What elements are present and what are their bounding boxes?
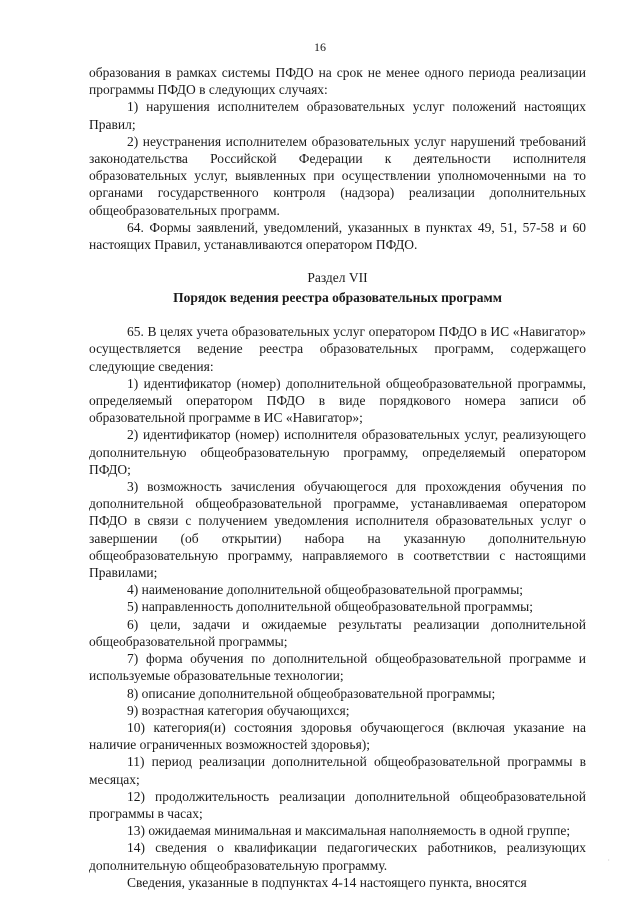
section-title: Порядок ведения реестра образовательных программ	[173, 290, 502, 306]
paragraph: 9) возрастная категория обучающихся;	[127, 702, 350, 718]
paragraph: 65. В целях учета образовательных услуг оператором ПФДО в ИС «Навигатор» осуществляется ведение реестра образовательных программ, содержащего следующие сведения:	[89, 324, 586, 374]
page-number: 16	[314, 40, 326, 54]
paragraph: 10) категория(и) состояния здоровья обучающегося (включая указание на наличие ограниченных возможностей здоровья);	[89, 719, 586, 753]
document-body	[89, 64, 586, 891]
scan-mark: ·	[607, 856, 610, 865]
paragraph: 1) нарушения исполнителем образовательных услуг положений настоящих Правил;	[89, 99, 586, 132]
paragraph: 2) неустранения исполнителем образовательных услуг нарушений требований законодательства Российской Федерации к деятельности исполнителя образовательных услуг, выявленных при осуществлении уполномоченными на то органами государственного контроля (надзора) реализации дополнительных общеобразовательных программ.	[89, 133, 586, 218]
paragraph: 13) ожидаемая минимальная и максимальная наполняемость в одной группе;	[127, 823, 571, 839]
paragraph: образования в рамках системы ПФДО на срок не менее одного периода реализации программы ПФДО в следующих случаях:	[89, 65, 586, 98]
section-heading: Раздел VII	[307, 270, 368, 286]
paragraph: 1) идентификатор (номер) дополнительной общеобразовательной программы, определяемый оператором ПФДО в виде порядкового номера записи об образовательной программе в ИС «Навигатор»;	[89, 375, 586, 426]
intro-block	[89, 64, 586, 253]
paragraph: 7) форма обучения по дополнительной общеобразовательной программе и используемые образовательные технологии;	[89, 651, 586, 684]
paragraph: 12) продолжительность реализации дополнительной общеобразовательной программы в часах;	[89, 788, 586, 821]
paragraph: 64. Формы заявлений, уведомлений, указанных в пунктах 49, 51, 57-58 и 60 настоящих Правил, устанавливаются оператором ПФДО.	[89, 219, 586, 253]
paragraph: Сведения, указанные в подпунктах 4-14 настоящего пункта, вносятся	[127, 874, 527, 890]
paragraph: 3) возможность зачисления обучающегося для прохождения обучения по дополнительной общеобразовательной программе, устанавливаемая оператором ПФДО в связи с получением уведомления исполнителя образовательных услуг о завершении (об открытии) набора на указанную дополнительную общеобразовательную программу, направляемого в соответствии с настоящими Правилами;	[89, 479, 586, 581]
paragraph: 11) период реализации дополнительной общеобразовательной программы в месяцах;	[89, 754, 586, 787]
paragraph: 2) идентификатор (номер) исполнителя образовательных услуг, реализующего дополнительную общеобразовательную программу, определяемый оператором ПФДО;	[89, 427, 586, 477]
body-block	[89, 323, 586, 891]
paragraph: 8) описание дополнительной общеобразовательной программы;	[127, 685, 496, 701]
paragraph: 5) направленность дополнительной общеобразовательной программы;	[127, 599, 533, 615]
paragraph: 14) сведения о квалификации педагогических работников, реализующих дополнительную общеобразовательную программу.	[89, 840, 586, 873]
paragraph: 6) цели, задачи и ожидаемые результаты реализации дополнительной общеобразовательной программы;	[89, 616, 586, 649]
paragraph: 4) наименование дополнительной общеобразовательной программы;	[127, 582, 524, 598]
